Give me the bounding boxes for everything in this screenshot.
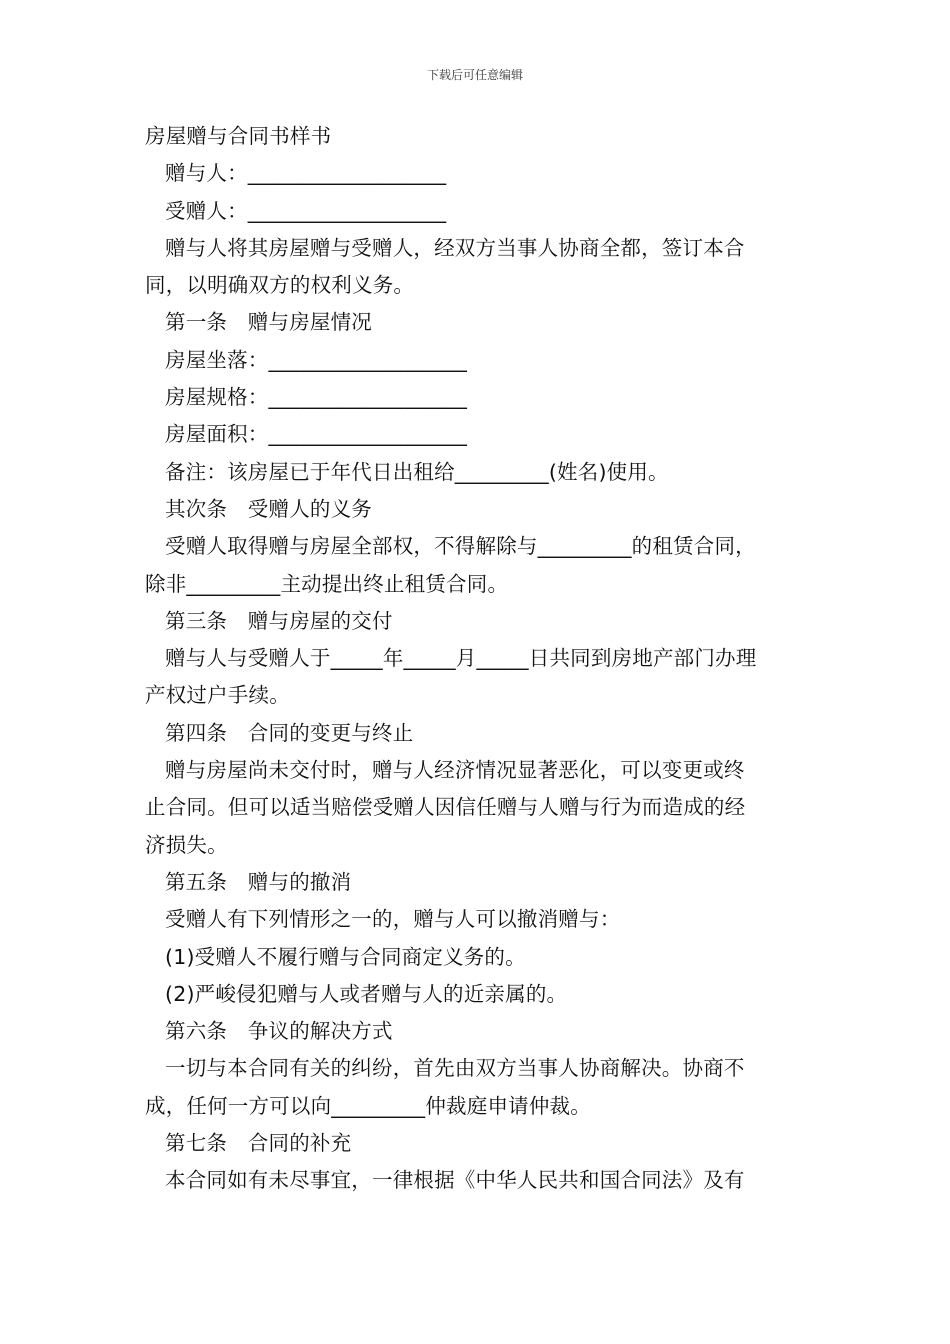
preamble-line: 同，以明确双方的权利义务。 [145,273,415,298]
house-spec-line: 房屋规格：___________________ [165,385,468,410]
house-location-line: 房屋坐落：___________________ [165,347,468,372]
donor-line: 赠与人：___________________ [165,161,447,186]
article-body-line: 赠与人与受赠人于_____年_____月_____日共同到房地产部门办理 [165,646,757,671]
house-area-line: 房屋面积：___________________ [165,422,468,447]
article-heading: 第六条 争议的解决方式 [165,1019,393,1044]
article-heading: 第三条 赠与房屋的交付 [165,608,393,633]
article-heading: 第一条 赠与房屋情况 [165,310,372,335]
contract-document [145,118,807,1200]
article-body-line: 一切与本合同有关的纠纷，首先由双方当事人协商解决。协商不 [165,1056,745,1081]
article-body-line: 赠与房屋尚未交付时，赠与人经济情况显著恶化，可以变更或终 [165,758,745,783]
page-header-note: 下载后可任意编辑 [426,68,523,82]
article-body-line: 济损失。 [145,832,228,857]
article-heading: 第七条 合同的补充 [165,1131,352,1156]
article-body-line: 成，任何一方可以向_________仲裁庭申请仲裁。 [145,1093,591,1118]
list-item: (1)受赠人不履行赠与合同商定义务的。 [165,944,526,969]
article-body-line: 本合同如有未尽事宜，一律根据《中华人民共和国合同法》及有 [165,1168,745,1193]
article-body-line: 受赠人有下列情形之一的，赠与人可以撤消赠与： [165,907,621,932]
list-item: (2)严峻侵犯赠与人或者赠与人的近亲属的。 [165,981,568,1006]
article-body-line: 止合同。但可以适当赔偿受赠人因信任赠与人赠与行为而造成的经 [145,795,746,820]
remark-line: 备注：该房屋已于年代日出租给_________(姓名)使用。 [165,459,669,484]
article-heading: 其次条 受赠人的义务 [165,496,372,521]
preamble-line: 赠与人将其房屋赠与受赠人，经双方当事人协商全都，签订本合 [165,235,745,260]
document-title: 房屋赠与合同书样书 [145,124,332,148]
article-heading: 第五条 赠与的撤消 [165,869,352,894]
article-body-line: 产权过户手续。 [145,683,290,708]
donee-line: 受赠人：___________________ [165,198,447,223]
article-body-line: 除非_________主动提出终止租赁合同。 [145,571,509,596]
article-heading: 第四条 合同的变更与终止 [165,720,414,745]
article-body-line: 受赠人取得赠与房屋全部权，不得解除与_________的租赁合同， [165,534,756,559]
